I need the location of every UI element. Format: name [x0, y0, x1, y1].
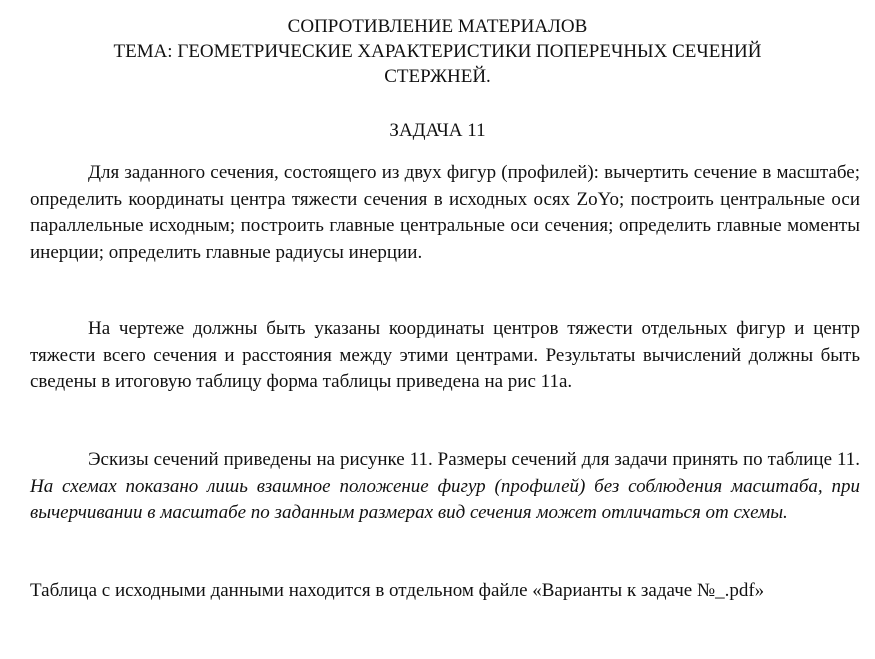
- paragraph-drawing-requirements: На чертеже должны быть указаны координаты центров тяжести отдельных фигур и центр тяжести всего сечения и расстояния между этими центрами. Результаты вычислений должны быть сведены в итоговую таблицу форма таблицы приведена на рис 11а.: [30, 318, 860, 392]
- paragraph-sketches: [30, 447, 860, 527]
- task-title: ЗАДАЧА 11: [389, 120, 486, 141]
- topic-title-continued: СТЕРЖНЕЙ.: [384, 66, 491, 87]
- paragraph-data-file: Таблица с исходными данными находится в отдельном файле «Варианты к задаче №_.pdf»: [30, 580, 765, 601]
- paragraph-sketches-note: На схемах показано лишь взаимное положение фигур (профилей) без соблюдения масштаба, при вычерчивании в масштабе по заданным размерах вид сечения может отличаться от схемы.: [30, 475, 860, 523]
- subject-title: СОПРОТИВЛЕНИЕ МАТЕРИАЛОВ: [287, 16, 588, 37]
- paragraph-sketches-text: Эскизы сечений приведены на рисунке 11. Размеры сечений для задачи принять по таблице 11.: [88, 449, 860, 470]
- topic-title: ТЕМА: ГЕОМЕТРИЧЕСКИЕ ХАРАКТЕРИСТИКИ ПОПЕРЕЧНЫХ СЕЧЕНИЙ: [113, 41, 762, 62]
- paragraph-task-description: Для заданного сечения, состоящего из двух фигур (профилей): вычертить сечение в масштабе; определить координаты центра тяжести сечения в исходных осях ZoYo; построить центральные оси параллельные исходным; построить главные центральные оси сечения; определить главные моменты инерции; определить главные радиусы инерции.: [30, 162, 860, 263]
- document-header: [20, 14, 855, 89]
